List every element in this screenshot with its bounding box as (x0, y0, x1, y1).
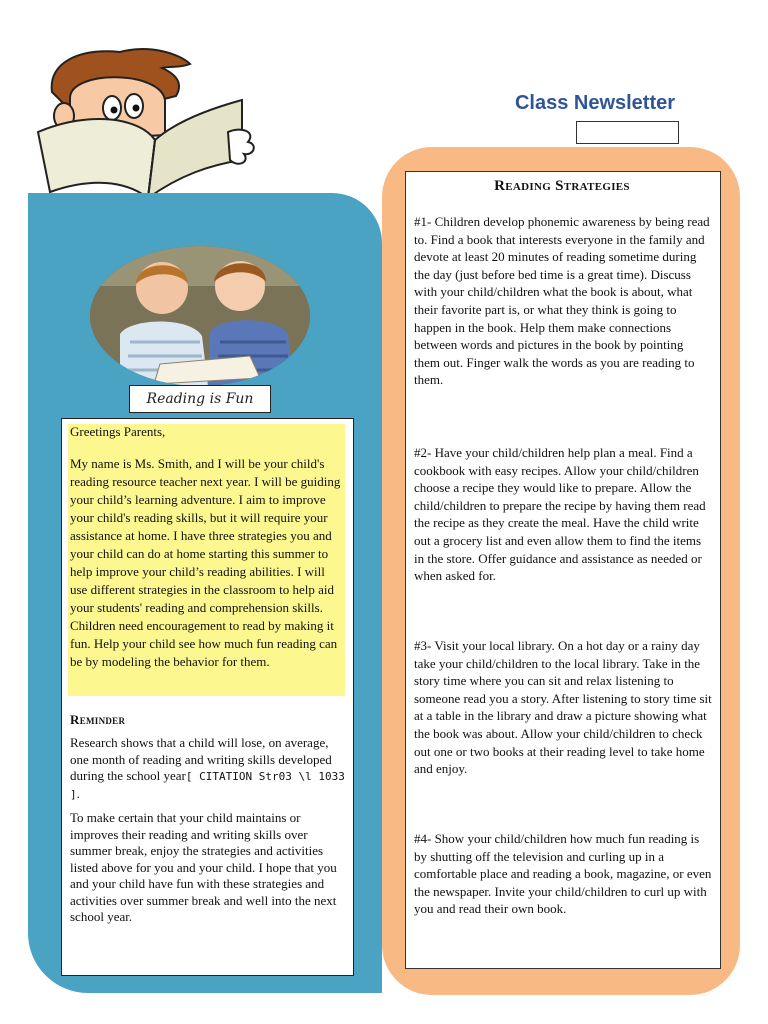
reminder-end: . (76, 785, 80, 801)
strategies-title: Reading Strategies (494, 178, 630, 194)
closing-paragraph: To make certain that your child maintains or improves their reading and writing skills over summer break, enjoy the strategies and activities listed above for you and your child. I hope that you and your child have fun with these strategies and activities over summer break and well into the next school year. (70, 810, 337, 924)
boys-reading-photo-art (90, 246, 310, 386)
reminder-body: Research shows that a child will lose, on average, one month of reading and writing skills developed during the school year (70, 735, 332, 783)
newsletter-title: Class Newsletter (514, 92, 676, 114)
photo-caption: Reading is Fun (129, 385, 271, 413)
greeting-text: Greetings Parents, (70, 424, 166, 439)
boys-reading-photo (90, 246, 310, 386)
strategy-3: #3- Visit your local library. On a hot day or a rainy day take your child/children to the local library. Take in the story time where you can sit and relax listening to someone read you a story. After listening to story time sit at a table in the library and draw a picture showing what the book was about. Allow your child/children to check out one or two books at their reading level to take home and enjoy. (414, 638, 712, 777)
intro-paragraph: My name is Ms. Smith, and I will be your child's reading resource teacher next year. I will be guiding your child’s learning adventure. I aim to improve your child's reading skills, but it will require your assistance at home. I have three strategies you and your child can do at home starting this summer to help improve your child’s reading abilities. I will use different strategies in the classroom to help aid your students' reading and comprehension skills. Children need encouragement to read by making it fun. Help your child see how much fun reading can be by modeling the behavior for them. (70, 456, 341, 669)
strategy-4: #4- Show your child/children how much fun reading is by shutting off the television and curling up in a comfortable place and reading a book, magazine, or even the newspaper. Invite your child/children to curl up with you and read their own book. (414, 831, 712, 917)
boy-reading-newspaper-illustration (30, 40, 260, 200)
citation-field: [ CITATION Str03 \l 1033 ] (70, 770, 345, 801)
strategy-2: #2- Have your child/children help plan a meal. Find a cookbook with easy recipes. Allow your child/children choose a recipe they would like to prepare. Allow the child/children to prepare the recipe by having them read the recipe as they create the meal. Have the child write out a grocery list and even allow them to find the items in the store. Offer guidance and assistance as needed or when asked for. (414, 445, 706, 584)
reminder-paragraph (70, 735, 346, 803)
reminder-heading: Reminder (70, 712, 126, 727)
strategy-1: #1- Children develop phonemic awareness by being read to. Find a book that interests everyone in the family and devote at least 20 minutes of reading sometime during the day (just before bed time is a great time). Discuss with your child/children what the book is about, what their favorite part is, or what they think is going to happen in the book. Help them make connections between words and pictures in the book by pointing them out. Finger walk the words as you are reading to them. (414, 214, 710, 388)
date-box (576, 121, 679, 144)
